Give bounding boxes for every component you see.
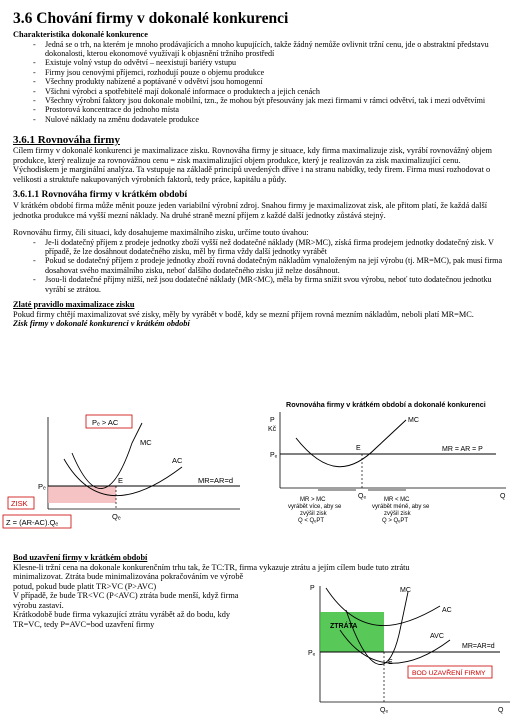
e-label: E bbox=[118, 476, 124, 485]
q-label: Q bbox=[500, 493, 506, 500]
characteristics-heading: Charakteristika dokonalé konkurence bbox=[13, 30, 148, 39]
shutdown-line: minimalizovat. Ztráta bude minimalizována pokračováním ve výrobě bbox=[13, 572, 244, 581]
loss-label: ZTRÁTA bbox=[330, 623, 358, 630]
characteristics-list bbox=[13, 40, 507, 125]
formula-label: Z = (AR-AC).Qₑ bbox=[6, 518, 59, 527]
left-note-3: zvýšil zisk bbox=[300, 511, 327, 517]
shutdown-box-label: BOD UZAVŘENÍ FIRMY bbox=[412, 670, 486, 677]
list-item: - Všechny produkty nabízené a poptávané v odvětví jsou homogenní bbox=[33, 77, 507, 86]
ac-label: AC bbox=[442, 607, 452, 614]
list-item: - Všechny výrobní faktory jsou dokonale mobilní, tzn., že mohou být přesouvány jak mezi firmami v rámci odvětví, tak i mezi odvětvími bbox=[33, 96, 507, 105]
graph-title: Rovnováha firmy v krátkém období a dokonalé konkurenci bbox=[286, 400, 486, 409]
shutdown-graph bbox=[300, 580, 514, 722]
left-note-2: vyrábět více, aby se bbox=[288, 504, 342, 510]
shutdown-line: potud, pokud bude platit TR>VC (P>AVC) bbox=[13, 581, 157, 591]
mr-label: MR=AR=d bbox=[462, 643, 495, 650]
pe-label: Pₑ bbox=[308, 650, 316, 657]
short-run-list bbox=[13, 238, 507, 294]
right-note-2: vyrábět méně, aby se bbox=[372, 504, 430, 510]
mc-label: MC bbox=[140, 438, 152, 447]
shutdown-line: TR=VC, tedy P=AVC=bod uzavření firmy bbox=[13, 619, 155, 629]
profit-graph bbox=[2, 413, 250, 543]
mc-label: MC bbox=[408, 417, 419, 424]
shutdown-line: Klesne-li tržní cena na dokonale konkurenčním trhu tak, že TC:TR, firma vykazuje ztrátu a jejím cílem bude tuto ztrátu bbox=[13, 562, 410, 572]
paragraph: Cílem firmy v dokonalé konkurenci je maximalizace zisku. Rovnováha firmy je situace, kdy firma maximalizuje zisk, vyrábí rovnovážný objem produkce, který realizuje za rovnovážnou cenu = zisk maximalizující objem produkce, který je realizován za zisk maximalizující cenu. bbox=[13, 146, 493, 165]
loss-area bbox=[320, 612, 384, 652]
list-item: - Všichni výrobci a spotřebitelé mají dokonalé informace o produktech a jejich cenách bbox=[33, 87, 507, 96]
avc-label: AVC bbox=[430, 633, 444, 640]
mc-curve bbox=[296, 420, 406, 467]
y-axis-label: P bbox=[270, 417, 275, 424]
shutdown-line: Krátkodobě bude firma vykazující ztrátu vyrábět až do bodu, kdy bbox=[13, 610, 231, 619]
list-item: - Nulové náklady na změnu dodavatele produkce bbox=[33, 115, 507, 124]
qe-label: Qₑ bbox=[358, 493, 367, 500]
section-heading-short-run: 3.6.1.1 Rovnováha firmy v krátkém období bbox=[13, 190, 188, 201]
zisk-label: ZISK bbox=[11, 499, 28, 508]
ac-label: AC bbox=[172, 456, 183, 465]
q-label: Q bbox=[498, 707, 504, 714]
left-note-4: Q < QₑPT bbox=[298, 518, 325, 524]
list-item: - Jsou-li dodatečné příjmy nižší, než jsou dodatečné náklady (MR<MC), měla by firma snížit svou výrobu, neboť tuto dodatečnou jednotku vyrábí se ztrátou. bbox=[33, 275, 507, 294]
list-item: - Pokud se dodatečný příjem z prodeje jednotky zboží rovná dodatečným nákladům vynaloženým na její výrobu (tj. MR=MC), pak musí firma dosahovat svého maximálního zisku, neboť dalšího dodatečného zisku již nelze dosáhnout. bbox=[33, 256, 507, 275]
graph-caption: Zisk firmy v dokonalé konkurenci v krátkém období bbox=[13, 319, 190, 329]
mc-curve bbox=[72, 423, 142, 489]
shutdown-line: výrobu zastaví. bbox=[13, 600, 64, 610]
list-item: - Jedná se o trh, na kterém je mnoho prodávajících a mnoho kupujících, takže žádný nemůže ovlivnit tržní cenu, jde o abstraktní představu dokonalosti, kterou ekonomové využívají k objasnění tržního prostředí bbox=[33, 40, 507, 59]
pe-label: Pₑ bbox=[270, 452, 278, 459]
qe-label: Qₑ bbox=[112, 512, 121, 521]
pe-ac-label: Pₑ > AC bbox=[92, 418, 119, 427]
right-note-1: MR < MC bbox=[384, 497, 410, 503]
list-item: - Firmy jsou cenovými příjemci, rozhodují pouze o objemu produkce bbox=[33, 68, 507, 77]
paragraph: Východiskem je marginální analýza. Ta vstupuje na základě principů uvedených dříve i na stranu nabídky, tedy firem. Firma musí rozhodovat o velikosti a struktuře nakupovaných výrobních faktorů, tedy práce, kapitálu a půdy. bbox=[13, 165, 491, 184]
right-note-4: Q > QₑPT bbox=[382, 518, 409, 524]
golden-rule-heading: Zlaté pravidlo maximalizace zisku bbox=[13, 300, 135, 310]
e-label: E bbox=[388, 659, 393, 666]
paragraph: V krátkém období firma může měnit pouze jeden variabilní výrobní zdroj. Snahou firmy je maximalizovat zisk, ale přitom platí, že každá další jednotka produkce má vyšší mezní náklady. Na druhé straně mezní příjem z každé další jednotky zůstává stejný. bbox=[13, 201, 488, 220]
mr-label: MR = AR = P bbox=[442, 446, 483, 453]
mc-label: MC bbox=[400, 587, 411, 594]
paragraph: Pokud firmy chtějí maximalizovat své zisky, měly by vyrábět v bodě, kdy se mezní příjem rovná mezním nákladům, neboli platí MR=MC. bbox=[13, 309, 474, 319]
paragraph: Rovnováhu firmy, čili situaci, kdy dosahujeme maximálního zisku, určíme touto úvahou: bbox=[13, 228, 309, 238]
mr-label: MR=AR=d bbox=[198, 476, 234, 485]
shutdown-heading: Bod uzavření firmy v krátkém období bbox=[13, 553, 148, 562]
page-title: 3.6 Chování firmy v dokonalé konkurenci bbox=[13, 10, 289, 27]
section-heading-equilibrium: 3.6.1 Rovnováha firmy bbox=[13, 134, 120, 147]
left-note-1: MR > MC bbox=[300, 497, 326, 503]
right-note-3: zvýšil zisk bbox=[384, 511, 411, 517]
list-item: - Existuje volný vstup do odvětví – neexistují bariéry vstupu bbox=[33, 58, 507, 67]
equilibrium-graph bbox=[256, 398, 514, 548]
document-page bbox=[13, 10, 507, 329]
list-item: - Prostorová koncentrace do jednoho místa bbox=[33, 105, 507, 114]
y-axis-unit: Kč bbox=[268, 426, 277, 433]
list-item: - Je-li dodatečný příjem z prodeje jednotky zboží vyšší než dodatečné náklady (MR>MC), získá firma prodejem jednotky dodatečný zisk. V případě, že lze dosáhnout dodatečného zisku, měl by firma vždy další jednotky vyrábět bbox=[33, 238, 507, 257]
shutdown-line: V případě, že bude TR<VC (P<AVC) ztráta bude menší, když firma bbox=[13, 591, 239, 600]
pe-label: Pₑ bbox=[38, 482, 46, 491]
qe-label: Qₑ bbox=[380, 707, 389, 714]
e-label: E bbox=[356, 445, 361, 452]
p-label: P bbox=[310, 585, 315, 592]
